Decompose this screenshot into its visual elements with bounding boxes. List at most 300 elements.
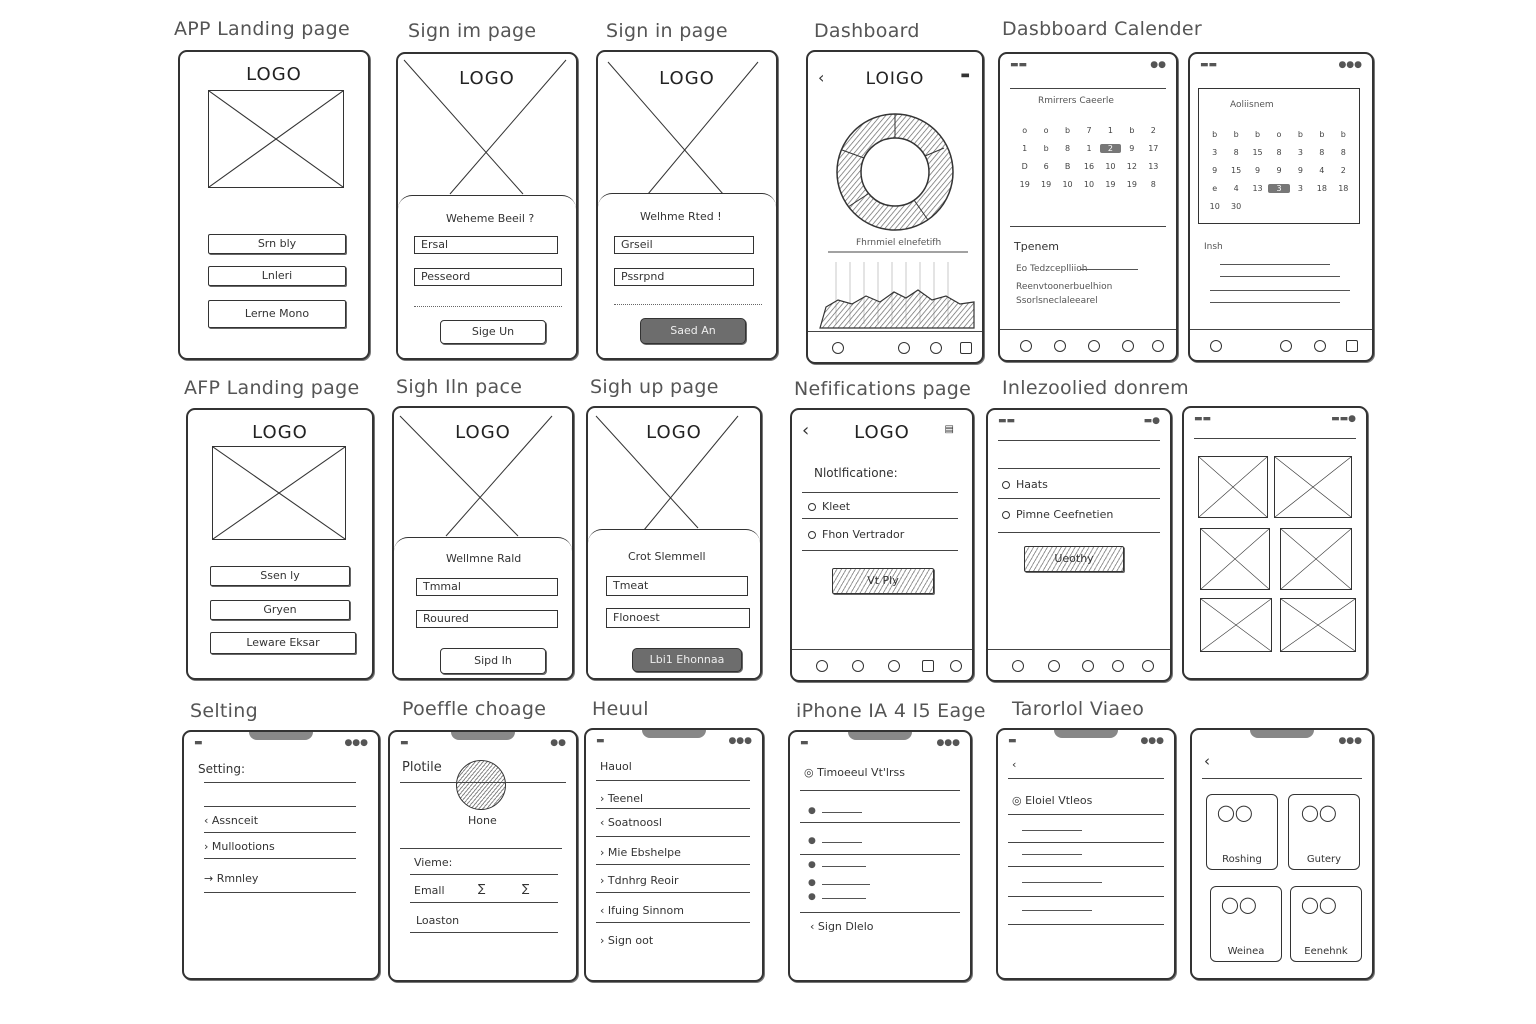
image-tile[interactable] (1280, 528, 1352, 590)
tutorial-list-frame-1 (788, 730, 972, 982)
avatar[interactable] (456, 760, 506, 810)
bottom-nav (1190, 329, 1372, 360)
video-line (1022, 854, 1082, 855)
divider (800, 912, 960, 913)
category-icon: ◯◯ (1217, 803, 1253, 822)
calendar-day[interactable]: 2 (1150, 126, 1156, 135)
calendar-day[interactable]: b (1255, 130, 1261, 139)
calendar-day[interactable]: 19 (1105, 180, 1116, 189)
divider (998, 532, 1160, 533)
menu-item[interactable]: › Sign oot (600, 934, 654, 947)
divider (596, 922, 750, 923)
divider (1008, 866, 1164, 867)
tutorial-heading-label: Timoeeul Vt'lrss (817, 766, 905, 779)
status-bar: ▬▬ ▬▬● (1194, 414, 1356, 424)
video-item[interactable]: ● (808, 892, 816, 902)
home-icon[interactable] (832, 342, 844, 354)
sign-in-button[interactable]: Sige Un (440, 320, 546, 344)
image-tile[interactable] (1274, 456, 1352, 518)
status-bar: ●●● (1338, 736, 1362, 746)
category-label: Roshing (1222, 854, 1262, 865)
calendar-day[interactable]: o (1043, 126, 1049, 135)
calendar-day[interactable]: 9 (1255, 166, 1261, 175)
calendar-day[interactable]: 19 (1041, 180, 1052, 189)
calendar-grid[interactable] (1204, 130, 1354, 211)
divider (998, 440, 1160, 441)
calendar-day[interactable]: 3 (1212, 148, 1218, 157)
calendar-day[interactable]: b (1212, 130, 1218, 139)
divider (204, 782, 356, 783)
calendar-day[interactable]: 17 (1148, 144, 1159, 153)
menu-frame (584, 728, 764, 982)
category-card[interactable] (1288, 794, 1360, 870)
password-field[interactable]: Pssrpnd (614, 268, 754, 286)
divider (414, 306, 562, 307)
menu-item[interactable]: ‹ Ifuing Sinnom (600, 904, 684, 917)
sign-in-button[interactable]: Sipd Ih (440, 648, 546, 674)
user-icon[interactable] (1314, 340, 1326, 352)
divider (1008, 842, 1164, 843)
profile-field-name[interactable]: Vieme: (414, 856, 453, 869)
calendar-day[interactable]: 2 (1340, 166, 1346, 175)
email-field[interactable]: Tmmal (416, 578, 558, 596)
menu-heading: Hauol (600, 760, 632, 773)
edit-icon[interactable]: ∑ (522, 882, 530, 895)
title-tutorial-video: Tarorlol Viaeo (1012, 698, 1145, 720)
category-icon: ◯◯ (1301, 895, 1337, 914)
calendar-day[interactable]: 8 (1233, 148, 1239, 157)
bottom-nav (808, 331, 982, 362)
calendar-day[interactable]: 30 (1231, 202, 1242, 211)
calendar-day[interactable]: 18 (1316, 184, 1327, 193)
calendar-day[interactable]: 10 (1105, 162, 1116, 171)
menu-icon[interactable]: ▤ (944, 424, 954, 435)
divider (204, 832, 356, 833)
calendar-day[interactable]: 8 (1065, 144, 1071, 153)
title-landing-2: AFP Landing page (184, 377, 360, 399)
image-tile[interactable] (1200, 528, 1270, 590)
profile-field-location[interactable]: Loaston (416, 914, 460, 927)
calendar-day[interactable]: b (1340, 130, 1346, 139)
sign-in-frame-2 (596, 50, 778, 360)
video-line (822, 842, 862, 843)
calendar-day[interactable]: 7 (1086, 126, 1092, 135)
welcome-text: Crot Slemmell (628, 550, 706, 563)
landing-page-frame-2 (186, 408, 374, 680)
phone-notch (848, 730, 912, 740)
home-icon[interactable] (816, 660, 828, 672)
login-button[interactable]: Lnleri (208, 266, 346, 286)
logo-text: LOGO (459, 68, 515, 89)
interest-item[interactable] (1002, 508, 1113, 521)
title-profile-change: Poeffle choage (402, 698, 547, 720)
sign-out-item[interactable]: ‹ Sign Dlelo (810, 920, 874, 933)
calendar-frame-2 (1188, 52, 1374, 362)
interests-frame (986, 408, 1172, 682)
sign-up-button[interactable]: Ssen ly (210, 566, 350, 586)
calendar-day[interactable]: 8 (1150, 180, 1156, 189)
category-label: Eenehnk (1304, 946, 1348, 957)
calendar-day[interactable]: o (1022, 126, 1028, 135)
video-item[interactable]: ● (808, 878, 816, 888)
play-icon: ◎ (1012, 794, 1022, 807)
settings-item[interactable]: › Mullootions (204, 840, 275, 853)
status-bar: ▬ ●●● (800, 738, 960, 748)
divider (1010, 88, 1166, 89)
calendar-day[interactable]: 1 (1107, 126, 1113, 135)
email-field[interactable]: Ersal (414, 236, 558, 254)
refresh-icon[interactable] (1082, 660, 1094, 672)
calendar-day[interactable]: 3 (1297, 184, 1303, 193)
title-dashboard: Dashboard (814, 20, 920, 42)
settings-item[interactable]: → Rmnley (204, 872, 259, 885)
calendar-day[interactable]: b (1297, 130, 1303, 139)
profile-heading: Plotile (402, 760, 442, 775)
tutorial-heading (1012, 794, 1092, 807)
welcome-text: Wellmne Rald (446, 552, 522, 565)
profile-field-email[interactable]: Emall (414, 884, 445, 897)
learn-more-button[interactable]: Lerne Mono (208, 300, 346, 328)
interest-action-button[interactable]: Ueothy (1024, 546, 1124, 572)
divider (802, 492, 958, 493)
play-icon: ◎ (804, 766, 814, 779)
heart-icon[interactable] (1142, 660, 1154, 672)
user-icon[interactable] (1122, 340, 1134, 352)
search-icon[interactable] (852, 660, 864, 672)
back-icon[interactable]: ‹ (802, 420, 810, 441)
divider (596, 864, 750, 865)
title-sign-in-1: Sign im page (408, 20, 537, 42)
calendar-day[interactable]: D (1021, 162, 1028, 171)
event-line (1210, 302, 1340, 303)
image-tile[interactable] (1200, 598, 1272, 652)
calendar-day[interactable]: 2 (1100, 144, 1121, 153)
create-account-button[interactable]: Lbi1 Ehonnaa (632, 648, 742, 672)
password-field[interactable]: Flonoest (606, 608, 750, 628)
divider (204, 892, 356, 893)
settings-frame (182, 730, 380, 980)
menu-item-label: Ifuing Sinnom (607, 904, 684, 917)
user-icon[interactable] (1112, 660, 1124, 672)
calendar-day[interactable]: 9 (1297, 166, 1303, 175)
search-icon[interactable] (898, 342, 910, 354)
calendar-day[interactable]: 12 (1126, 162, 1137, 171)
menu-item-label: Teenel (607, 792, 644, 805)
donut-chart (808, 52, 982, 362)
calendar-day[interactable]: 15 (1252, 148, 1263, 157)
calendar-day[interactable]: o (1276, 130, 1282, 139)
sign-in-button[interactable]: Saed An (640, 318, 746, 344)
divider (204, 858, 356, 859)
home-icon[interactable] (1020, 340, 1032, 352)
logo-text: LOGO (854, 422, 910, 443)
title-sign-in-3: Sigh Iln pace (396, 376, 523, 398)
logo-text: LOGO (246, 64, 302, 85)
event-line (1080, 269, 1138, 270)
settings-item[interactable]: ‹ Assnceit (204, 814, 259, 827)
divider (800, 790, 960, 791)
divider (410, 902, 558, 903)
back-icon[interactable]: ‹ (818, 68, 825, 87)
divider (410, 932, 558, 933)
calendar-icon[interactable] (1054, 340, 1066, 352)
menu-item-label: Soatnoosl (607, 816, 662, 829)
video-item[interactable]: ● (808, 836, 816, 846)
calendar-day[interactable]: 10 (1083, 180, 1095, 189)
divider (400, 848, 562, 849)
calendar-day[interactable]: 13 (1148, 162, 1159, 171)
video-item[interactable]: ● (808, 806, 816, 816)
menu-item[interactable]: › Teenel (600, 792, 644, 805)
video-item[interactable]: ● (808, 860, 816, 870)
image-grid-frame (1182, 406, 1368, 680)
menu-item-label: Mie Ebshelpe (607, 846, 681, 859)
email-field[interactable]: Grseil (614, 236, 754, 254)
calendar-day[interactable]: 8 (1276, 148, 1282, 157)
user-icon[interactable] (922, 660, 934, 672)
status-bar: ▬ ●●● (1008, 736, 1164, 746)
user-icon[interactable] (930, 342, 942, 354)
events-label: Insh (1204, 242, 1223, 252)
calendar-day[interactable]: 3 (1268, 184, 1289, 193)
status-bar: ▬ ●●● (194, 738, 368, 748)
notifications-heading: Nlotlficatione: (814, 466, 898, 480)
notification-item[interactable] (808, 500, 850, 513)
category-card[interactable] (1206, 794, 1278, 870)
category-card[interactable] (1210, 886, 1282, 962)
video-line (1022, 882, 1102, 883)
notification-action-button[interactable]: Vt Ply (832, 568, 934, 594)
bell-icon[interactable] (888, 660, 900, 672)
calendar-grid[interactable] (1014, 126, 1164, 189)
image-tile[interactable] (1198, 456, 1268, 518)
image-placeholder (212, 446, 346, 540)
divider (800, 854, 960, 855)
events-label: Tpenem (1014, 240, 1059, 253)
divider (596, 808, 750, 809)
phone-notch (1250, 728, 1314, 738)
title-iphone-page: iPhone IA 4 I5 Eage (796, 700, 986, 722)
search-icon[interactable] (1048, 660, 1060, 672)
event-item[interactable]: Eo Tedzceplliioh (1016, 264, 1088, 274)
bottom-nav (792, 649, 972, 680)
password-field[interactable]: Rouured (416, 610, 558, 628)
divider (400, 782, 566, 783)
event-line (1210, 290, 1350, 291)
calendar-header: Rmirrers Caeerle (1038, 96, 1114, 106)
calendar-day[interactable]: 9 (1276, 166, 1282, 175)
calendar-day[interactable]: B (1064, 162, 1071, 171)
menu-item-label: Tdnhrg Reoir (607, 874, 679, 887)
notifications-frame (790, 408, 974, 682)
home-icon[interactable] (1210, 340, 1222, 352)
notification-item[interactable] (808, 528, 904, 541)
status-bar: ▬▬ ●●● (1200, 60, 1362, 70)
phone-notch (642, 728, 706, 738)
divider (1008, 924, 1164, 925)
calendar-day[interactable]: 16 (1083, 162, 1095, 171)
login-button[interactable]: Gryen (210, 600, 350, 620)
divider (596, 892, 750, 893)
calendar-day[interactable]: b (1065, 126, 1071, 135)
welcome-text: Welhme Rted ! (640, 210, 722, 223)
back-icon[interactable]: ‹ (1012, 758, 1017, 771)
divider (800, 822, 960, 823)
title-dashboard-calendar: Dasbboard Calender (1002, 18, 1203, 40)
divider (1008, 778, 1164, 779)
sign-in-frame-3 (392, 406, 574, 680)
search-icon[interactable] (1280, 340, 1292, 352)
logo-text: LOGO (252, 422, 308, 443)
menu-item-label: Sign oot (607, 934, 654, 947)
tutorial-heading (804, 766, 905, 779)
email-field[interactable]: Tmeat (606, 576, 748, 596)
calendar-day[interactable]: b (1043, 144, 1049, 153)
dashboard-frame (806, 50, 984, 364)
logo-text: LOGO (659, 68, 715, 89)
calendar-day[interactable]: 15 (1231, 166, 1242, 175)
divider (1008, 896, 1164, 897)
image-placeholder (208, 90, 344, 188)
settings-heading: Setting: (198, 762, 246, 776)
calendar-day[interactable]: 1 (1022, 144, 1028, 153)
calendar-frame-1 (998, 52, 1178, 362)
calendar-day[interactable]: 10 (1209, 202, 1220, 211)
sign-up-button[interactable]: Srn bly (208, 234, 346, 254)
phone-notch (451, 730, 515, 740)
status-bar: ▬ ●●● (596, 736, 752, 746)
divider (410, 874, 558, 875)
status-bar: ▬▬ ▬● (998, 416, 1160, 426)
calendar-day[interactable]: 1 (1086, 144, 1092, 153)
logo-text: LOGO (646, 422, 702, 443)
video-line (1022, 830, 1082, 831)
status-bar: ▬ ●● (400, 738, 566, 748)
divider (596, 836, 750, 837)
settings-icon[interactable] (960, 342, 972, 354)
password-field[interactable]: Pesseord (414, 268, 562, 286)
category-card[interactable] (1290, 886, 1362, 962)
chart-label: Fhrnmiel elnefetifh (856, 238, 942, 248)
settings-icon[interactable] (950, 660, 962, 672)
event-item[interactable]: Reenvtoonerbuelhion (1016, 282, 1113, 292)
divider (1008, 814, 1164, 815)
learn-more-button[interactable]: Leware Eksar (210, 632, 356, 654)
interest-item[interactable] (1002, 478, 1048, 491)
divider (614, 304, 762, 305)
back-icon[interactable]: ‹ (1204, 752, 1210, 770)
calendar-day[interactable]: 4 (1233, 184, 1239, 193)
calendar-day[interactable]: 8 (1319, 148, 1325, 157)
title-setting: Selting (190, 700, 258, 722)
title-notifications: Nefifications page (794, 378, 972, 400)
tutorial-heading-label: Eloiel Vtleos (1025, 794, 1093, 807)
landing-page-frame (178, 50, 370, 360)
category-label: Weinea (1227, 946, 1265, 957)
interest-item-label: Pimne Ceefnetien (1016, 508, 1114, 521)
event-line (1220, 264, 1330, 265)
divider (596, 780, 750, 781)
calendar-day[interactable]: 6 (1043, 162, 1049, 171)
menu-item[interactable]: › Mie Ebshelpe (600, 846, 681, 859)
phone-notch (249, 730, 313, 740)
bottom-nav (988, 649, 1170, 680)
profile-name: Hone (468, 814, 497, 827)
title-menu: Heuul (592, 698, 649, 720)
dashboard-logo: LOIGO (865, 69, 925, 89)
title-sign-in-2: Sign in page (606, 20, 728, 42)
categories-frame (1190, 728, 1374, 980)
video-line (822, 898, 866, 899)
category-label: Gutery (1306, 854, 1342, 865)
calendar-day[interactable]: 13 (1252, 184, 1263, 193)
title-sign-up: Sigh up page (590, 376, 719, 398)
tutorial-list-frame-2 (996, 728, 1176, 980)
divider (998, 468, 1160, 469)
chart-icon[interactable] (1088, 340, 1100, 352)
divider (802, 550, 958, 551)
calendar-day[interactable]: b (1319, 130, 1325, 139)
settings-item-label: Rmnley (216, 872, 259, 885)
calendar-day[interactable]: 18 (1338, 184, 1349, 193)
divider (204, 806, 356, 807)
calendar-day[interactable]: 3 (1297, 148, 1303, 157)
category-icon: ◯◯ (1301, 803, 1337, 822)
sign-up-frame (586, 406, 762, 680)
divider (1202, 778, 1362, 779)
calendar-day[interactable]: 9 (1212, 166, 1218, 175)
divider (802, 518, 958, 519)
menu-item[interactable]: › Tdnhrg Reoir (600, 874, 679, 887)
home-icon[interactable] (1012, 660, 1024, 672)
title-interests: Inlezoolied donrem (1002, 377, 1189, 399)
settings-item-label: Mullootions (211, 840, 275, 853)
status-bar: ▬▬ ●● (1010, 60, 1166, 70)
calendar-header: Aoliisnem (1230, 100, 1274, 110)
calendar-day[interactable]: 10 (1062, 180, 1073, 189)
calendar-day[interactable]: 8 (1340, 148, 1346, 157)
sign-in-frame-1 (396, 52, 578, 360)
menu-item[interactable]: ‹ Soatnoosl (600, 816, 662, 829)
calendar-day[interactable]: b (1129, 126, 1135, 135)
video-line (822, 812, 862, 813)
phone-notch (1054, 728, 1118, 738)
category-icon: ◯◯ (1221, 895, 1257, 914)
calendar-day[interactable]: b (1233, 130, 1239, 139)
edit-icon[interactable]: ∑ (478, 882, 486, 895)
divider (998, 498, 1160, 499)
calendar-day[interactable]: 19 (1019, 180, 1030, 189)
event-line (1220, 276, 1340, 277)
settings-icon[interactable] (1346, 340, 1358, 352)
title-app-landing: APP Landing page (174, 18, 350, 40)
profile-frame (388, 730, 578, 982)
divider (1194, 438, 1356, 439)
calendar-day[interactable]: 9 (1129, 144, 1135, 153)
settings-item-label: Assnceit (211, 814, 259, 827)
divider (1010, 226, 1166, 227)
calendar-day[interactable]: 4 (1319, 166, 1325, 175)
calendar-day[interactable]: e (1212, 184, 1218, 193)
menu-icon[interactable]: ▬ (960, 70, 970, 81)
event-item[interactable]: Ssorlsneclaleearel (1016, 296, 1098, 306)
interest-item-label: Haats (1016, 478, 1048, 491)
calendar-day[interactable]: 19 (1126, 180, 1137, 189)
image-tile[interactable] (1280, 598, 1356, 652)
video-line (1022, 910, 1092, 911)
settings-icon[interactable] (1152, 340, 1164, 352)
notification-item-label: Fhon Vertrador (822, 528, 905, 541)
